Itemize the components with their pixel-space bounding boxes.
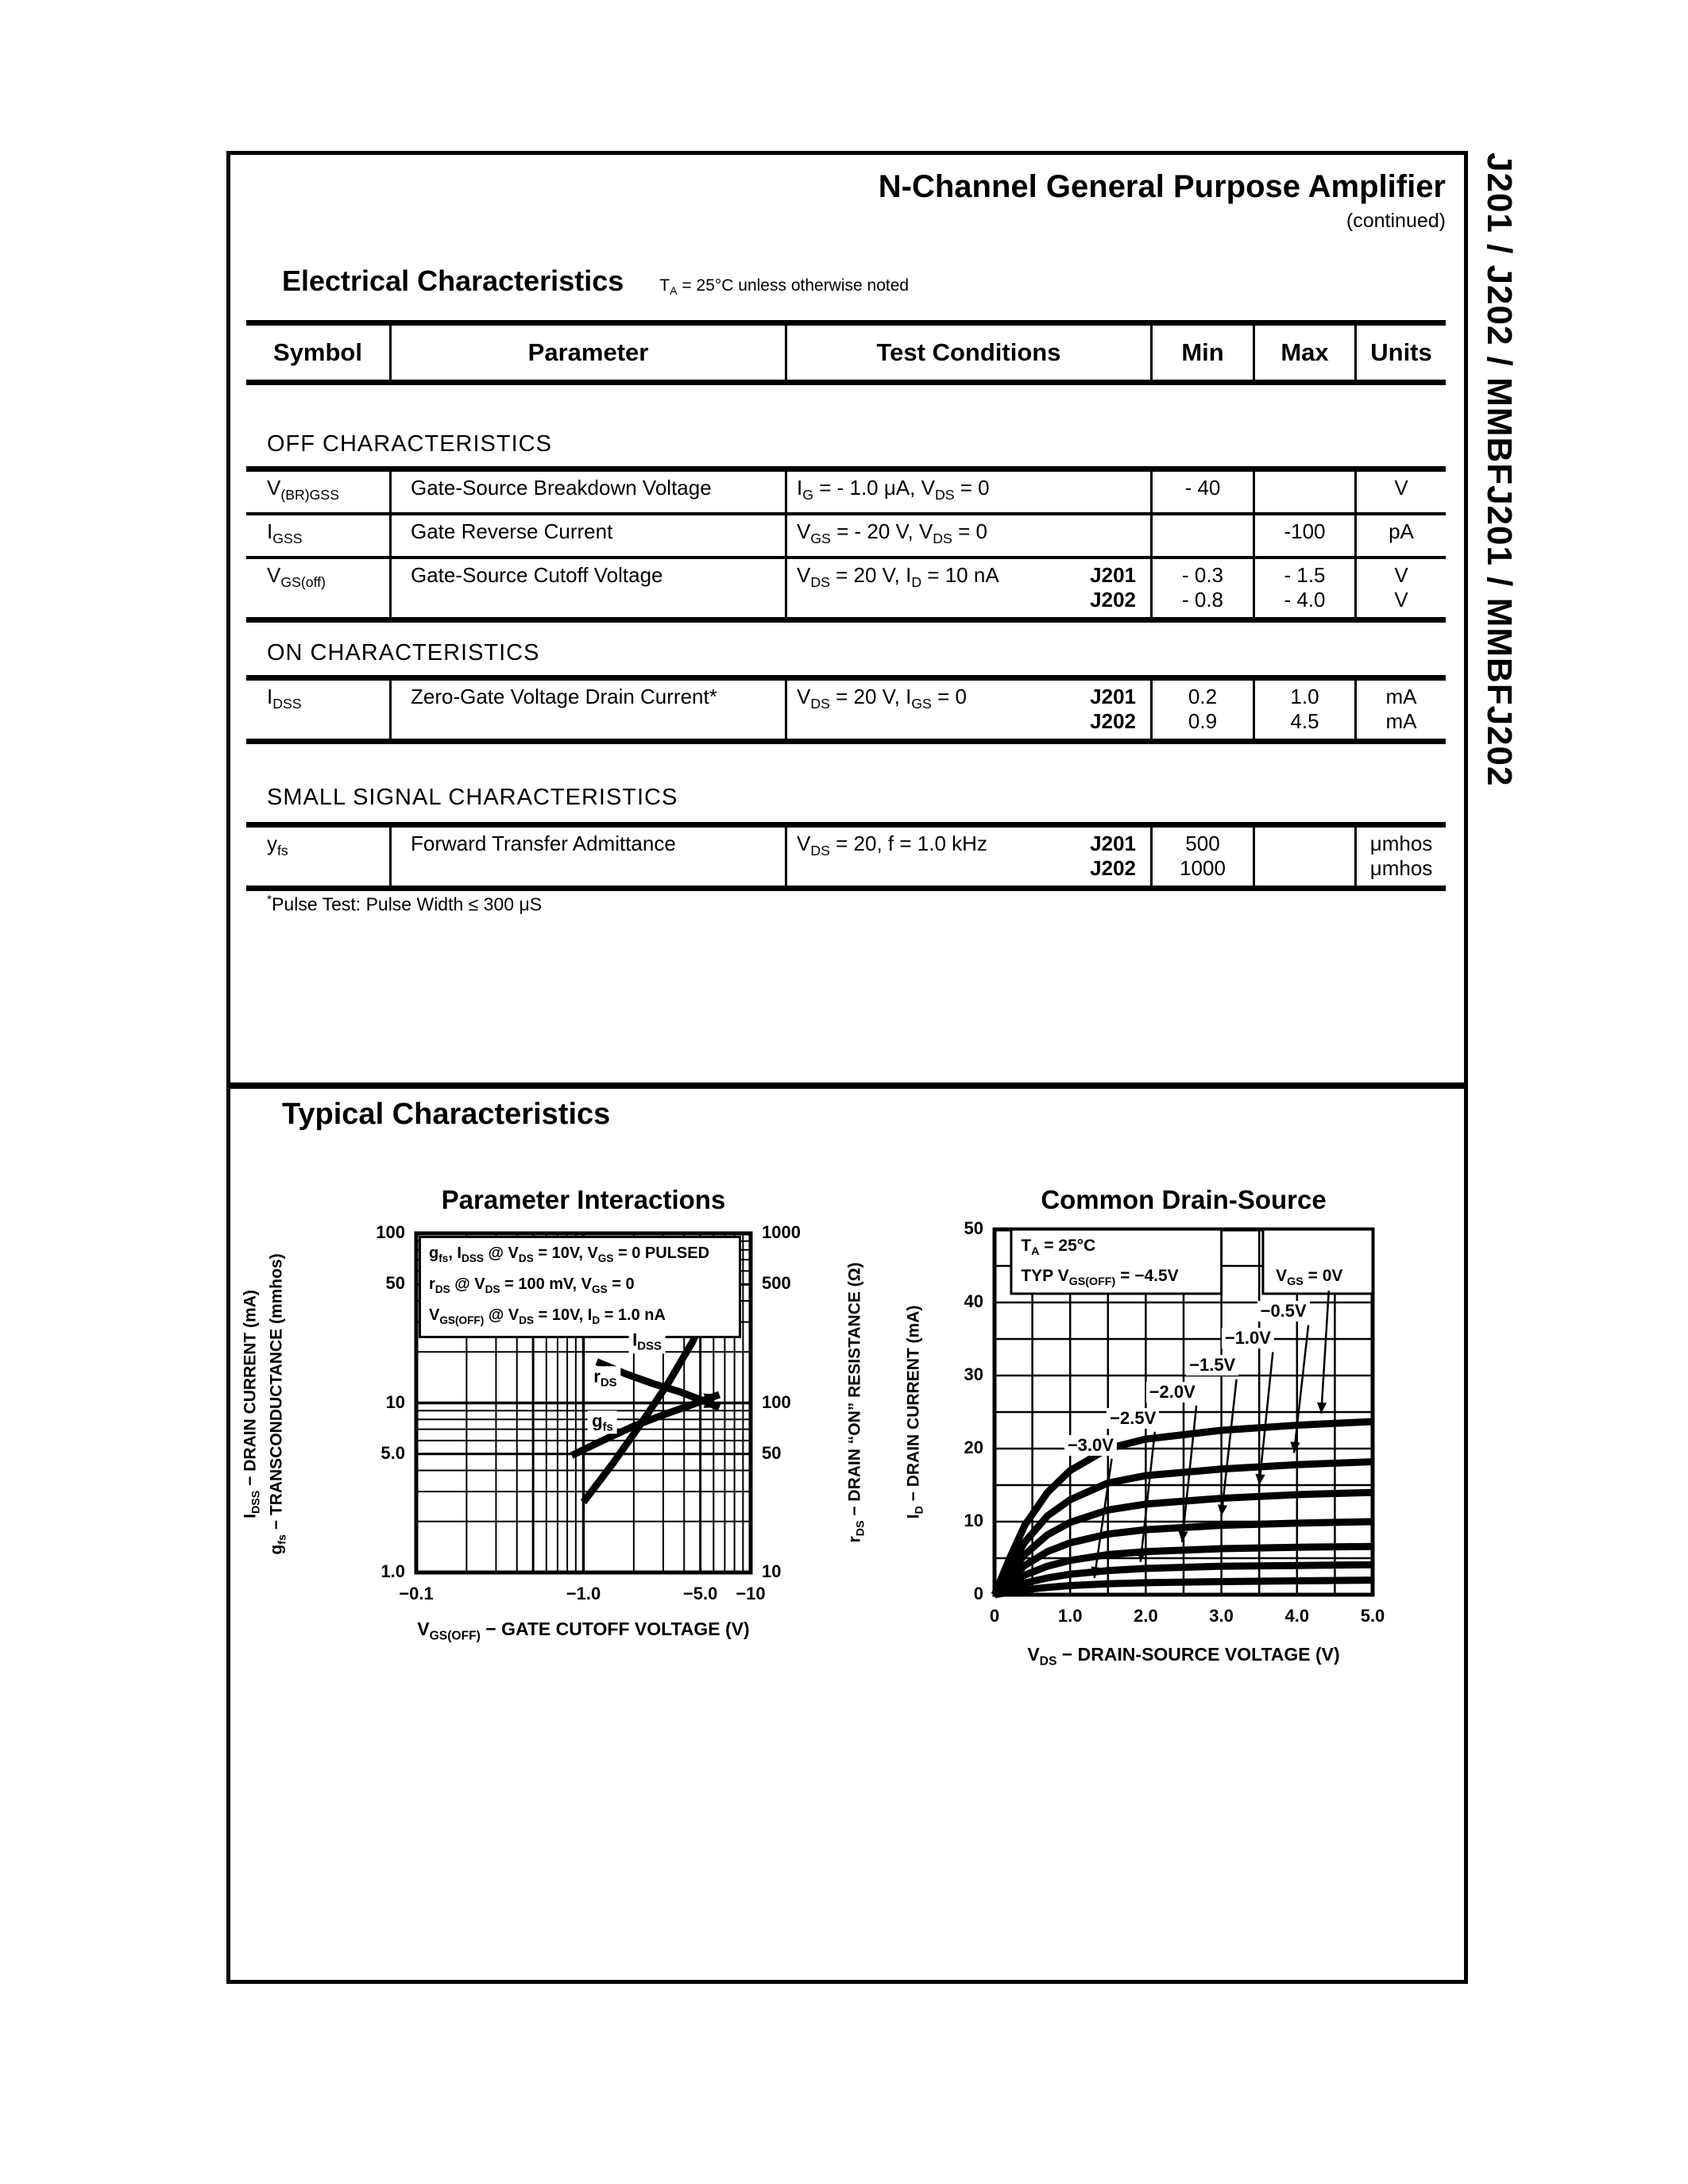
min-cell: - 40 xyxy=(1150,472,1253,512)
symbol-cell: $I_{GSS}$ xyxy=(267,519,303,547)
min-cell: 0.2 0.9 xyxy=(1150,681,1253,739)
y-tick-label: 1.0 xyxy=(380,1561,405,1581)
y-axis-label-idss: $I_{DSS}$ − DRAIN CURRENT (mA) xyxy=(241,1290,263,1518)
x-tick-label: 0 xyxy=(989,1606,1000,1626)
max-cell xyxy=(1253,472,1354,512)
curve-label: −0.5V xyxy=(1257,1301,1310,1322)
symbol-cell: $y_{fs}$ xyxy=(267,832,288,859)
test-conditions-cell: $V_{DS} = 20$, f = 1.0 kHz J201 J202 xyxy=(785,828,1150,886)
column-header-symbol: Symbol xyxy=(273,338,362,366)
chart-annotation: $V_{GS} = 0V$ xyxy=(1276,1266,1343,1288)
device-label: J201 xyxy=(1090,563,1136,588)
parameter-interactions-chart xyxy=(226,1167,902,1692)
x-tick-label: 3.0 xyxy=(1209,1606,1234,1626)
table-row xyxy=(246,828,1446,886)
x-tick-label: −5.0 xyxy=(682,1584,718,1603)
column-header-max: Max xyxy=(1253,326,1354,380)
section-heading: Electrical Characteristics xyxy=(282,264,624,297)
off-characteristics-table xyxy=(246,466,1446,623)
parameter-cell: Forward Transfer Admittance xyxy=(389,828,785,886)
y-tick-label: 5.0 xyxy=(380,1442,405,1463)
test-conditions-cell: $V_{DS} = 20$ V, $I_{GS} = 0$ J201 J202 xyxy=(785,681,1150,739)
common-drain-source-chart xyxy=(874,1167,1493,1723)
units-cell: V V xyxy=(1354,559,1446,617)
parameter-cell: Gate-Source Breakdown Voltage xyxy=(389,472,785,512)
y-axis-label-id: $I_D$ − DRAIN CURRENT (mA) xyxy=(904,1305,926,1519)
parameter-cell: Gate Reverse Current xyxy=(389,515,785,556)
units-cell: pA xyxy=(1354,515,1446,556)
min-cell: - 0.3 - 0.8 xyxy=(1150,559,1253,617)
y-tick-label: 10 xyxy=(385,1391,405,1412)
x-tick-label: 4.0 xyxy=(1284,1606,1310,1626)
right-y-tick-label: 100 xyxy=(762,1391,791,1412)
test-conditions-cell: $I_G$ = - 1.0 μA, $V_{DS} = 0$ xyxy=(785,472,1150,512)
table-row xyxy=(246,556,1446,617)
x-tick-label: −0.1 xyxy=(399,1584,434,1603)
table-row xyxy=(246,681,1446,739)
column-header-parameter: Parameter xyxy=(389,326,785,380)
page-title: N-Channel General Purpose Amplifier xyxy=(878,169,1446,204)
y-tick-label: 20 xyxy=(964,1437,983,1457)
pulse-test-footnote: *Pulse Test: Pulse Width ≤ 300 μS xyxy=(267,893,543,915)
y-tick-label: 40 xyxy=(964,1291,983,1311)
column-header-test-conditions: Test Conditions xyxy=(785,326,1150,380)
conditions-note: $T_A = 25^\circ C$ unless otherwise noted xyxy=(659,276,910,299)
symbol-cell: $V_{(BR)GSS}$ xyxy=(267,476,339,504)
chart-title: Parameter Interactions xyxy=(441,1185,726,1214)
column-header-units: Units xyxy=(1354,326,1446,380)
y-tick-label: 30 xyxy=(964,1364,983,1384)
x-axis-title: $V_{DS}$ − DRAIN-SOURCE VOLTAGE (V) xyxy=(1027,1644,1340,1669)
x-tick-label: 1.0 xyxy=(1057,1606,1083,1626)
test-conditions-cell: $V_{DS} = 20$ V, $I_D = 10$ nA J201 J202 xyxy=(785,559,1150,617)
off-characteristics-label: OFF CHARACTERISTICS xyxy=(267,431,552,457)
on-characteristics-label: ON CHARACTERISTICS xyxy=(267,640,540,666)
curve-label: $I_{DSS}$ xyxy=(628,1330,666,1353)
min-cell xyxy=(1150,515,1253,556)
right-y-axis-label-rds: $r_{DS}$ − DRAIN “ON” RESISTANCE (Ω) xyxy=(845,1262,867,1543)
parameter-cell: Zero-Gate Voltage Drain Current* xyxy=(389,681,785,739)
min-cell: 500 1000 xyxy=(1150,828,1253,886)
curve-label: $g_{fs}$ xyxy=(588,1410,617,1433)
units-cell: V xyxy=(1354,472,1446,512)
test-conditions-cell: $V_{GS}$ = - 20 V, $V_{DS} = 0$ xyxy=(785,515,1150,556)
small-signal-characteristics-label: SMALL SIGNAL CHARACTERISTICS xyxy=(267,785,678,810)
y-axis-label-gfs: $g_{fs}$ − TRANSCONDUCTANCE (mmhos) xyxy=(267,1253,289,1555)
x-tick-label: −10 xyxy=(736,1584,766,1603)
units-cell: μmhos μmhos xyxy=(1354,828,1446,886)
table-row xyxy=(246,472,1446,512)
device-label: J201 xyxy=(1090,832,1136,855)
x-tick-label: −1.0 xyxy=(566,1584,601,1603)
symbol-cell: $V_{GS(off)}$ xyxy=(267,563,326,591)
right-y-tick-label: 500 xyxy=(762,1273,791,1294)
x-axis-title: $V_{GS(OFF)}$ − GATE CUTOFF VOLTAGE (V) xyxy=(417,1619,750,1643)
x-tick-label: 2.0 xyxy=(1134,1606,1158,1626)
max-cell: -100 xyxy=(1253,515,1354,556)
parameter-cell: Gate-Source Cutoff Voltage xyxy=(389,559,785,617)
curve-label: $r_{DS}$ xyxy=(589,1367,620,1390)
y-tick-label: 10 xyxy=(964,1511,983,1530)
max-cell: - 1.5 - 4.0 xyxy=(1253,559,1354,617)
curve-label: −1.5V xyxy=(1186,1355,1238,1376)
y-tick-label: 50 xyxy=(385,1273,405,1294)
page-subtitle: (continued) xyxy=(1346,210,1446,232)
column-header-min: Min xyxy=(1150,326,1253,380)
curve-label: −1.0V xyxy=(1222,1328,1274,1349)
electrical-characteristics-header xyxy=(282,264,909,298)
units-cell: mA mA xyxy=(1354,681,1446,739)
y-tick-label: 50 xyxy=(964,1218,983,1238)
device-label: J202 xyxy=(1090,856,1136,880)
y-tick-label: 0 xyxy=(973,1584,983,1603)
table-row xyxy=(246,512,1446,556)
chart-annotation: $T_A = 25^\circ C$ xyxy=(1021,1236,1096,1259)
y-tick-label: 100 xyxy=(376,1222,405,1242)
side-part-number: J201 / J202 / MMBFJ201 / MMBFJ202 xyxy=(1480,152,1519,787)
curve-label: −2.0V xyxy=(1146,1382,1199,1403)
on-characteristics-table xyxy=(246,675,1446,744)
table-header-row xyxy=(246,320,1446,385)
curve-label: −3.0V xyxy=(1064,1435,1117,1456)
chart-conditions-box: $g_{fs}$, $I_{DSS}$ @ $V_{DS} = 10V$, $V_{GS} = 0$ PULSED $r_{DS}$ @ $V_{DS} = 100$ mV, $V_{GS} = 0$ $V_{GS(OFF)}$ @ $V_{DS} = 10V$, $I_D = 1.0$ nA xyxy=(419,1236,741,1338)
x-tick-label: 5.0 xyxy=(1360,1606,1385,1626)
max-cell xyxy=(1253,828,1354,886)
chart-title: Common Drain-Source xyxy=(1041,1185,1327,1214)
device-label: J201 xyxy=(1090,685,1136,708)
max-cell: 1.0 4.5 xyxy=(1253,681,1354,739)
section-divider-rule xyxy=(226,1082,1468,1089)
chart-annotation: TYP $V_{GS(OFF)} = -4.5V$ xyxy=(1021,1266,1179,1288)
typical-characteristics-heading: Typical Characteristics xyxy=(282,1098,611,1131)
device-label: J202 xyxy=(1090,709,1136,733)
right-y-tick-label: 10 xyxy=(762,1561,782,1581)
right-y-tick-label: 1000 xyxy=(762,1222,801,1242)
symbol-cell: $I_{DSS}$ xyxy=(267,685,302,712)
right-y-tick-label: 50 xyxy=(762,1442,782,1463)
device-label: J202 xyxy=(1090,588,1136,612)
curve-label: −2.5V xyxy=(1107,1408,1159,1429)
small-signal-characteristics-table xyxy=(246,822,1446,891)
